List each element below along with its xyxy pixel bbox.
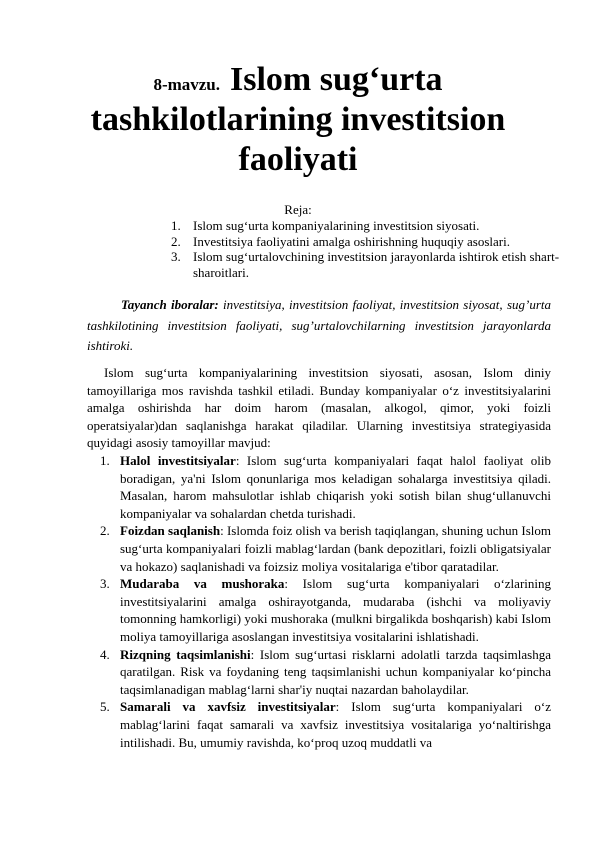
keywords-paragraph — [87, 295, 551, 357]
list-item-number: 4. — [100, 646, 110, 662]
list-item-number: 5. — [100, 699, 110, 715]
plan-item-number: 1. — [171, 218, 181, 233]
list-item-content — [120, 698, 551, 751]
plan-heading: Reja: — [284, 202, 312, 217]
list-item-text: : Islom sug‘urta kompaniyalari o‘z mablag‘larini faqat samarali va xavfsiz investitsiya vositalariga yo‘naltirishga intilishadi. Bu, umumiy ravishda, ko‘proq uzoq muddatli va — [120, 699, 551, 750]
list-item-term: Mudaraba va mushoraka — [120, 576, 285, 592]
plan-item-text: Islom sug‘urta kompaniyalarining investitsion siyosati. — [193, 218, 480, 233]
list-item-text: : Islom sug‘urta kompaniyalari faqat halol faoliyat olib boradigan, ya'ni Islom qonunlariga mos keladigan sohalarga investitsiya qiladi. Masalan, harom mahsulotlar ishlab chiqarish yoki sotish bilan shug‘ullanuvchi kompaniyalar va sohalardan chetda turishadi. — [120, 453, 551, 521]
plan-item — [171, 249, 561, 280]
list-item — [100, 698, 551, 751]
plan-item-text: Islom sug‘urtalovchining investitsion jarayonlarda ishtirok etish shart-sharoitlari. — [193, 249, 560, 280]
list-item-content — [120, 522, 551, 575]
list-item-term: Rizqning taqsimlanishi — [120, 646, 251, 662]
list-item — [100, 646, 551, 699]
plan-item-text: Investitsiya faoliyatini amalga oshirishning huquqiy asoslari. — [193, 233, 511, 249]
keywords-label: Tayanch iboralar: — [121, 297, 219, 312]
topic-title: Islom sug‘urta tashkilotlarining investitsion faoliyati — [90, 61, 506, 179]
intro-paragraph: Islom sug‘urta kompaniyalarining investitsion siyosati, asosan, Islom diniy tamoyillariga mos ravishda tashkil etiladi. Bunday kompaniyalar o‘z investitsiyalarini amalga oshirishda har doim harom (masalan, alkogol, qimor, yoki foizli operatsiyalar)dan saqlanishga harakat qiladilar. Ularning investitsiya strategiyasida quyidagi asosiy tamoyillar mavjud: — [87, 365, 551, 451]
plan-item — [171, 234, 561, 250]
plan-item — [171, 218, 561, 234]
list-item — [100, 452, 551, 522]
keywords-text: investitsiya, investitsion faoliyat, investitsion siyosat, sug’urta tashkilotining investitsion faoliyati, sug’urtalovchilarning investitsion jarayonlarda ishtiroki. — [87, 297, 552, 353]
list-item — [100, 575, 551, 645]
plan-list — [171, 218, 561, 280]
list-item-number: 2. — [100, 523, 110, 539]
list-item-term: Foizdan saqlanish — [120, 523, 221, 539]
principles-list — [100, 452, 551, 751]
list-item-term: Halol investitsiyalar — [120, 453, 236, 468]
list-item-text: : Islom sug‘urtasi risklarni adolatli tarzda taqsimlashga qaratilgan. Risk va foydaning teng taqsimlanishi uchun kompaniyalar ko‘pincha taqsimlanadigan mablag‘larni shar'iy nuqtai nazardan baholaydilar. — [120, 646, 551, 697]
plan-item-number: 3. — [171, 249, 181, 265]
list-item-number: 1. — [100, 453, 110, 468]
list-item-content — [120, 575, 551, 645]
plan-item-number: 2. — [171, 233, 181, 249]
list-item-text: : Islom sug‘urta kompaniyalari o‘zlarining investitsiyalarini amalga oshirayotganda, mudaraba (ishchi va moliyaviy tomonning hamkorligi) yoki mushoraka (mulkni birgalikda boshqarish) kabi Islom moliya tamoyillariga asoslangan investitsiya vositalarini ishlatishadi. — [120, 576, 551, 644]
list-item-text: : Islomda foiz olish va berish taqiqlangan, shuning uchun Islom sug‘urta kompaniyalari foizli mablag‘lardan (bank depozitlari, foizli obligatsiyalar va hokazo) saqlanishadi va foizsiz moliya vositalariga e'tibor qaratadilar. — [120, 523, 551, 574]
topic-number: 8-mavzu. — [153, 75, 221, 94]
list-item-term: Samarali va xavfsiz investitsiyalar — [120, 699, 336, 715]
list-item-content — [120, 452, 551, 522]
page-title — [60, 60, 536, 180]
list-item-number: 3. — [100, 576, 110, 592]
list-item — [100, 522, 551, 575]
list-item-content — [120, 646, 551, 699]
